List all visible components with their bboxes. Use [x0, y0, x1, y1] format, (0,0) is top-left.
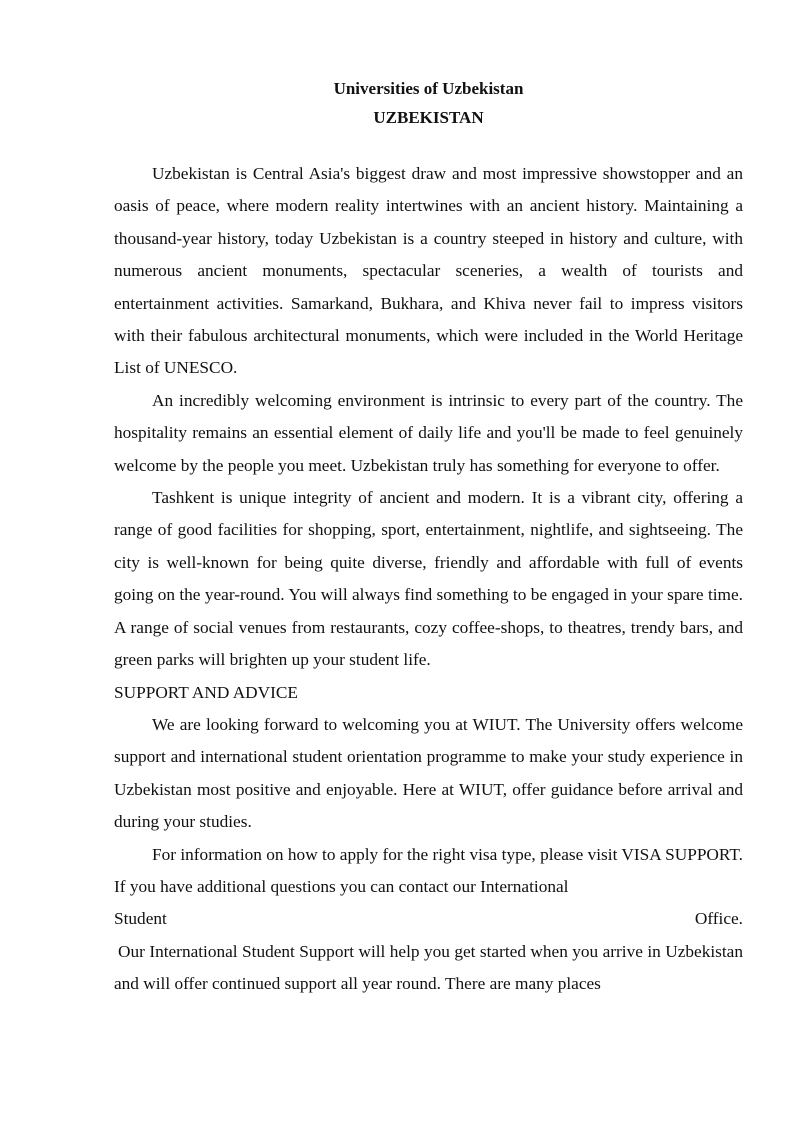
paragraph-visa-support: For information on how to apply for the right visa type, please visit VISA SUPPORT. If you have additional questions you can contact our International: [114, 844, 743, 896]
section-heading-support: SUPPORT AND ADVICE: [114, 682, 298, 702]
paragraph-uzbekistan-intro: Uzbekistan is Central Asia's biggest draw and most impressive showstopper and an oasis of peace, where modern reality intertwines with an ancient history. Maintaining a thousand-year history, today Uzbekistan is a country steeped in history and culture, with numerous ancient monuments, spectacular sceneries, a wealth of tourists and entertainment activities. Samarkand, Bukhara, and Khiva never fail to impress visitors with their fabulous architectural monuments, which were included in the World Heritage List of UNESCO.: [114, 164, 743, 378]
document-subtitle: UZBEKISTAN: [373, 108, 484, 127]
paragraph-tashkent: Tashkent is unique integrity of ancient and modern. It is a vibrant city, offering a range of good facilities for shopping, sport, entertainment, nightlife, and sightseeing. The city is well-known for being quite diverse, friendly and affordable with full of events going on the year-round. You will always find something to be engaged in your spare time. A range of social venues from restaurants, cozy coffee-shops, to theatres, trendy bars, and green parks will brighten up your student life.: [114, 488, 743, 670]
document-title: Universities of Uzbekistan: [333, 79, 524, 98]
paragraph-wiut-welcome: We are looking forward to welcoming you at WIUT. The University offers welcome support and international student orientation programme to make your study experience in Uzbekistan most positive and enjoyable. Here at WIUT, offer guidance before arrival and during your studies.: [114, 714, 743, 832]
split-text-line: [114, 903, 743, 935]
split-line-left: Student: [114, 909, 167, 929]
document-page: [114, 74, 743, 1001]
split-line-right: Office.: [694, 909, 743, 929]
paragraph-international-support: Our International Student Support will help you get started when you arrive in Uzbekistan and will offer continued support all year round. There are many places: [114, 941, 743, 994]
paragraph-welcoming-environment: An incredibly welcoming environment is intrinsic to every part of the country. The hospitality remains an essential element of daily life and you'll be made to feel genuinely welcome by the people you meet. Uzbekistan truly has something for everyone to offer.: [114, 390, 743, 475]
